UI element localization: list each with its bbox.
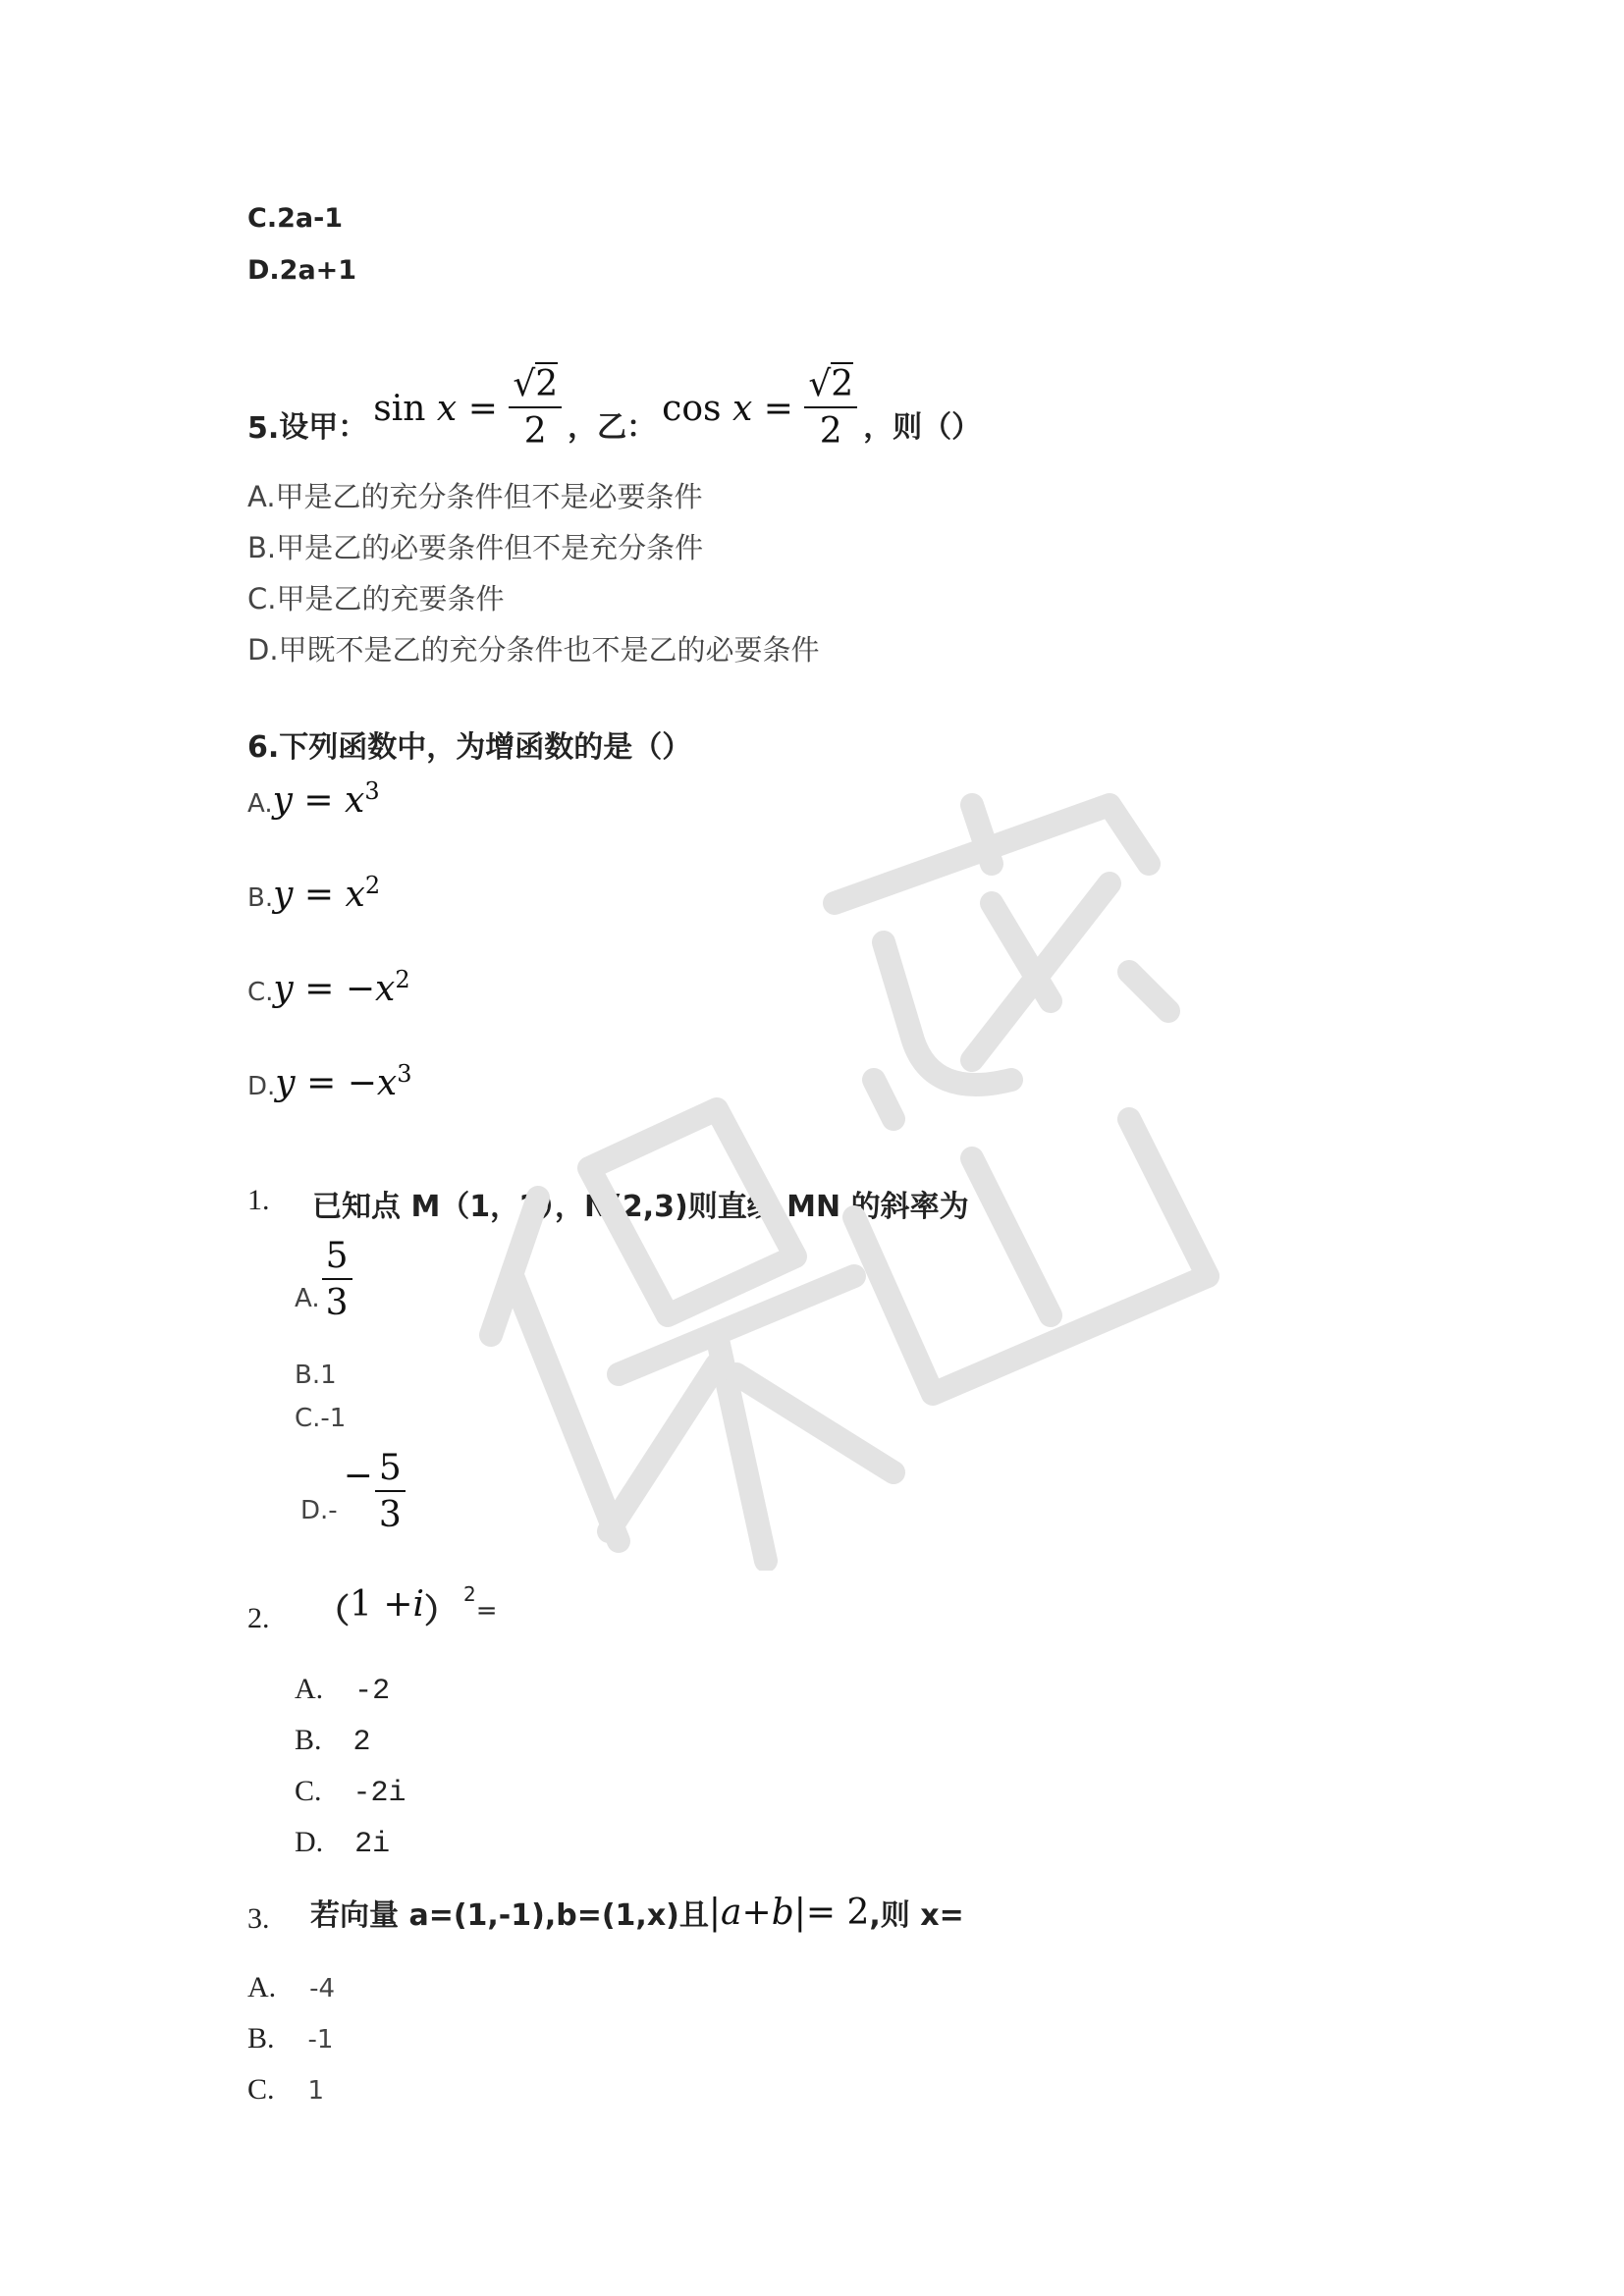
watermark-stroke (1129, 972, 1168, 1011)
q1-option-d-num: 5 (375, 1451, 406, 1492)
q5-lead: 设甲： (279, 410, 368, 445)
var-x: x (376, 1063, 398, 1103)
q2-stem (316, 1584, 498, 1632)
q1-text: 已知点 M（1，2），N(2,3)则直线 MN 的斜率为 (312, 1190, 969, 1224)
q5-sin-var: x (436, 388, 458, 429)
q5-option-c: C.甲是乙的充要条件 (247, 582, 505, 615)
q3-abs-close: | (793, 1892, 806, 1933)
q6-option-formula (273, 966, 410, 1009)
q5-sin-eq: = (467, 388, 498, 429)
watermark-stroke (884, 942, 1011, 1085)
q5-cos-var: x (731, 388, 753, 429)
q6-option-label: A. (247, 789, 273, 819)
sqrt-icon: √ (513, 364, 536, 404)
q3-option-c (247, 2073, 324, 2107)
q2-option-value: -2 (354, 1675, 391, 1708)
prev-option-c: C.2a-1 (247, 203, 344, 234)
q5-comma: ， (568, 410, 598, 445)
q1-option-a-label: A. (295, 1284, 320, 1313)
q1-option-a (295, 1236, 352, 1323)
watermark-stroke (717, 1335, 766, 1561)
q2-option-value: -2i (352, 1777, 406, 1810)
watermark-stroke (1129, 1119, 1208, 1276)
q6-title: 6.下列函数中，为增函数的是（） (247, 730, 692, 765)
q6-option-label: C. (247, 978, 274, 1007)
q3-var-a: a (721, 1892, 742, 1933)
var-x: x (375, 969, 396, 1009)
q1-number: 1. (247, 1184, 270, 1216)
q5-sin-fraction (509, 364, 562, 452)
var-y: y (273, 875, 294, 915)
q3-plus: + (741, 1892, 772, 1933)
q3-number: 3. (247, 1902, 270, 1935)
q2-imag-i: i (412, 1584, 425, 1625)
q5-tail: ，则（） (863, 410, 982, 445)
q5-option-b: B.甲是乙的必要条件但不是充分条件 (247, 531, 704, 564)
q1-option-d-label: D.- (300, 1496, 338, 1525)
q6-option-label: B. (247, 883, 274, 913)
q6-option-formula (272, 777, 380, 821)
equals: = (306, 1063, 337, 1103)
q3-option-label: A. (247, 1971, 277, 2003)
q5-stem (247, 353, 981, 452)
minus: − (345, 969, 376, 1009)
q5-option-d: D.甲既不是乙的充分条件也不是乙的必要条件 (247, 633, 820, 667)
q5-cos-denominator: 2 (819, 411, 842, 452)
q1-option-d (300, 1448, 406, 1535)
equals: = (304, 969, 335, 1009)
q2-number: 2. (247, 1602, 270, 1634)
q3-option-label: C. (247, 2073, 275, 2106)
q1-option-c: C.-1 (295, 1404, 347, 1433)
q6-option-b (247, 872, 380, 915)
var-y: y (275, 1063, 296, 1103)
exponent: 3 (364, 777, 380, 805)
var-y: y (272, 780, 293, 821)
q3-option-label: B. (247, 2022, 275, 2055)
q3-tail: ,则 x= (869, 1898, 964, 1933)
watermark-stroke (835, 805, 1149, 903)
watermark-stroke (972, 883, 1110, 1060)
q5-cos-eq: = (763, 388, 793, 429)
q5-number: 5. (247, 411, 280, 446)
var-x: x (345, 875, 365, 915)
watermark-stroke (972, 805, 992, 864)
watermark-stroke (619, 1276, 854, 1374)
q3-option-value: -1 (307, 2025, 334, 2055)
q6-option-a (247, 777, 380, 821)
q2-option-label: B. (295, 1724, 322, 1756)
q5-yi: 乙： (597, 410, 657, 445)
q3-stem (310, 1891, 964, 1934)
watermark-stroke (736, 1374, 893, 1472)
q3-option-value: 1 (307, 2076, 325, 2106)
q2-option-label: A. (295, 1673, 324, 1705)
exponent: 2 (364, 872, 381, 899)
q2-power: 2 (463, 1582, 476, 1606)
q6-option-label: D. (247, 1072, 276, 1101)
q3-var-b: b (771, 1892, 794, 1933)
q2-open-paren: （ (316, 1592, 350, 1631)
var-x: x (345, 780, 365, 821)
q2-equals: = (475, 1596, 498, 1626)
q1-option-d-fraction (375, 1448, 406, 1535)
q2-option-c (295, 1775, 406, 1810)
q1-option-d-den: 3 (378, 1495, 402, 1535)
watermark-stroke (992, 903, 1051, 1001)
q6-option-formula (275, 1060, 412, 1103)
prev-option-d: D.2a+1 (247, 255, 357, 286)
watermark-stroke (609, 1364, 717, 1531)
equals: = (303, 780, 334, 821)
q2-close-paren: ） (424, 1592, 459, 1631)
q2-option-label: C. (295, 1775, 322, 1807)
q2-expr: 1 + (350, 1584, 413, 1625)
q1-option-b: B.1 (295, 1361, 337, 1390)
q3-text: 若向量 a=(1,-1),b=(1,x)且 (310, 1898, 709, 1933)
var-y: y (273, 969, 294, 1009)
q5-cos-fn: cos (662, 388, 722, 429)
q2-option-d (295, 1826, 390, 1861)
q5-cos-radicand: 2 (831, 364, 854, 404)
q3-eq-two: = 2 (805, 1892, 870, 1933)
q5-cos-fraction (804, 364, 857, 452)
q6-option-d (247, 1060, 411, 1103)
watermark-stroke (513, 1276, 619, 1541)
q2-option-a (295, 1673, 390, 1708)
watermark-confidential (422, 785, 1227, 1571)
q5-sin-denominator: 2 (523, 411, 547, 452)
q5-option-a: A.甲是乙的充分条件但不是必要条件 (247, 480, 703, 513)
watermark-stroke (972, 1158, 1051, 1315)
minus: − (347, 1063, 377, 1103)
watermark-stroke (854, 1217, 1208, 1394)
q1-option-a-den: 3 (325, 1283, 349, 1323)
q1-option-d-minus: − (343, 1455, 373, 1496)
q6-option-formula (273, 872, 381, 915)
q1-option-a-fraction (322, 1236, 352, 1323)
q3-option-a (247, 1971, 335, 2004)
q2-option-b (295, 1724, 371, 1759)
q2-option-value: 2i (354, 1828, 391, 1861)
q3-abs-open: | (708, 1892, 722, 1933)
q2-option-label: D. (295, 1826, 324, 1858)
watermark-stroke (874, 1080, 893, 1119)
q5-sin-radicand: 2 (535, 364, 559, 404)
q1-option-a-num: 5 (322, 1239, 352, 1280)
q5-sin-formula (373, 364, 562, 452)
q5-sin-fn: sin (373, 388, 426, 429)
q5-cos-formula (662, 364, 857, 452)
q3-option-b (247, 2022, 333, 2056)
q2-option-value: 2 (352, 1726, 371, 1759)
q6-option-c (247, 966, 410, 1009)
q3-option-value: -4 (309, 1974, 336, 2003)
sqrt-icon: √ (808, 364, 832, 404)
equals: = (303, 875, 335, 915)
exponent: 3 (397, 1060, 412, 1088)
exponent: 2 (395, 966, 410, 993)
